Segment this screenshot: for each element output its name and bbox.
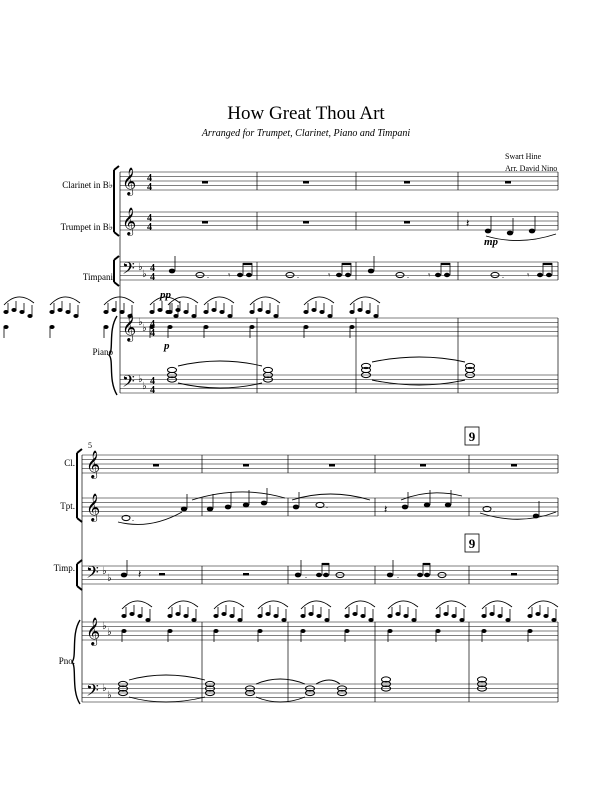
svg-text:4: 4 [150,385,155,396]
score-subtitle: Arranged for Trumpet, Clarinet, Piano and Timpani [201,128,411,139]
system-1 [3,166,558,396]
svg-text:.: . [297,271,299,280]
piano-treble-figures-1 [167,297,198,338]
barlines-1 [257,172,558,393]
label-piano-short: Pno. [58,656,75,666]
label-clarinet: Clarinet in B♭ [62,180,113,190]
flat-icon: ♭ [107,573,112,584]
label-piano: Piano [92,347,113,357]
label-timpani: Timpani [82,272,113,282]
flat-icon: ♭ [107,690,112,701]
label-trumpet-short: Tpt. [60,501,75,511]
bracket-timpani-2 [77,560,82,590]
svg-text:4: 4 [147,173,152,184]
bass-clef-icon: 𝄢 [122,373,135,395]
staff-piano-treble-1 [120,318,558,336]
bass-clef-icon: 𝄢 [86,564,99,586]
flat-icon: ♭ [102,566,107,577]
staff-clarinet-1 [120,172,558,190]
flat-icon: ♭ [142,381,147,392]
svg-text:.: . [407,271,409,280]
svg-text:4: 4 [150,319,155,330]
svg-text:𝄽: 𝄽 [138,569,142,581]
svg-text:.: . [397,571,399,580]
flat-icon: ♭ [138,317,143,328]
treble-clef-icon: 𝄞 [86,619,101,645]
svg-text:.: . [305,571,307,580]
svg-text:4: 4 [150,376,155,387]
bracket-timpani [114,256,119,286]
flat-icon: ♭ [102,621,107,632]
svg-text:4: 4 [150,263,155,274]
timpani-notes-1 [159,256,552,301]
dynamic-p: p [164,340,170,352]
svg-text:𝄽: 𝄽 [384,504,388,516]
bass-clef-icon: 𝄢 [122,260,135,282]
svg-text:.: . [493,505,495,514]
bracket-winds [114,166,119,236]
label-trumpet: Trumpet in B♭ [60,222,113,232]
bracket-winds-2 [77,449,82,522]
rehearsal-mark: 9 [468,536,476,551]
dynamic-pp: pp [160,289,171,301]
svg-text:4: 4 [147,222,152,233]
svg-text:.: . [502,271,504,280]
svg-text:𝄾: 𝄾 [428,270,431,280]
flat-icon: ♭ [142,269,147,280]
svg-text:.: . [132,514,134,523]
svg-text:𝄾: 𝄾 [328,270,331,280]
treble-clef-icon: 𝄞 [86,495,101,521]
trumpet-notes-2 [118,488,556,524]
piano-bass-chords-1 [168,357,475,388]
flat-icon: ♭ [138,262,143,273]
staff-trumpet-2 [82,498,558,516]
svg-text:𝄾: 𝄾 [527,270,530,280]
svg-text:.: . [207,271,209,280]
whole-rests-clarinet-2 [153,464,517,467]
flat-icon: ♭ [102,683,107,694]
treble-clef-icon: 𝄞 [122,209,137,235]
rehearsal-mark: 9 [468,429,476,444]
arranger-credit: Arr. David Nino [505,164,558,173]
svg-text:𝄾: 𝄾 [228,270,231,280]
measure-number: 5 [88,441,92,450]
svg-text:4: 4 [147,213,152,224]
label-clarinet-short: Cl. [64,458,75,468]
flat-icon: ♭ [142,323,147,334]
piano-treble-beams-2 [121,601,558,642]
svg-text:𝄽: 𝄽 [466,218,470,230]
staff-trumpet-1 [120,212,558,230]
treble-clef-icon: 𝄞 [122,169,137,195]
piano-brace [109,316,117,395]
flat-icon: ♭ [107,627,112,638]
flat-icon: ♭ [138,374,143,385]
time-signatures-1 [147,173,155,396]
label-timpani-short: Timp. [53,563,75,573]
dynamic-mp: mp [484,236,499,248]
barlines-2 [202,455,558,702]
whole-rests-clarinet-1 [202,181,511,184]
svg-text:4: 4 [150,272,155,283]
system-2 [54,427,558,704]
bass-clef-icon: 𝄢 [86,682,99,704]
score-title: How Great Thou Art [227,103,385,124]
piano-treble-beams-1 [3,297,380,338]
svg-text:4: 4 [150,328,155,339]
staff-piano-bass-1 [120,375,558,393]
svg-text:4: 4 [147,182,152,193]
staff-piano-bass-2 [82,684,558,702]
treble-clef-icon: 𝄞 [86,452,101,478]
composer-credit: Swart Hine [505,152,542,161]
svg-text:.: . [326,501,328,510]
treble-clef-icon: 𝄞 [122,315,137,341]
